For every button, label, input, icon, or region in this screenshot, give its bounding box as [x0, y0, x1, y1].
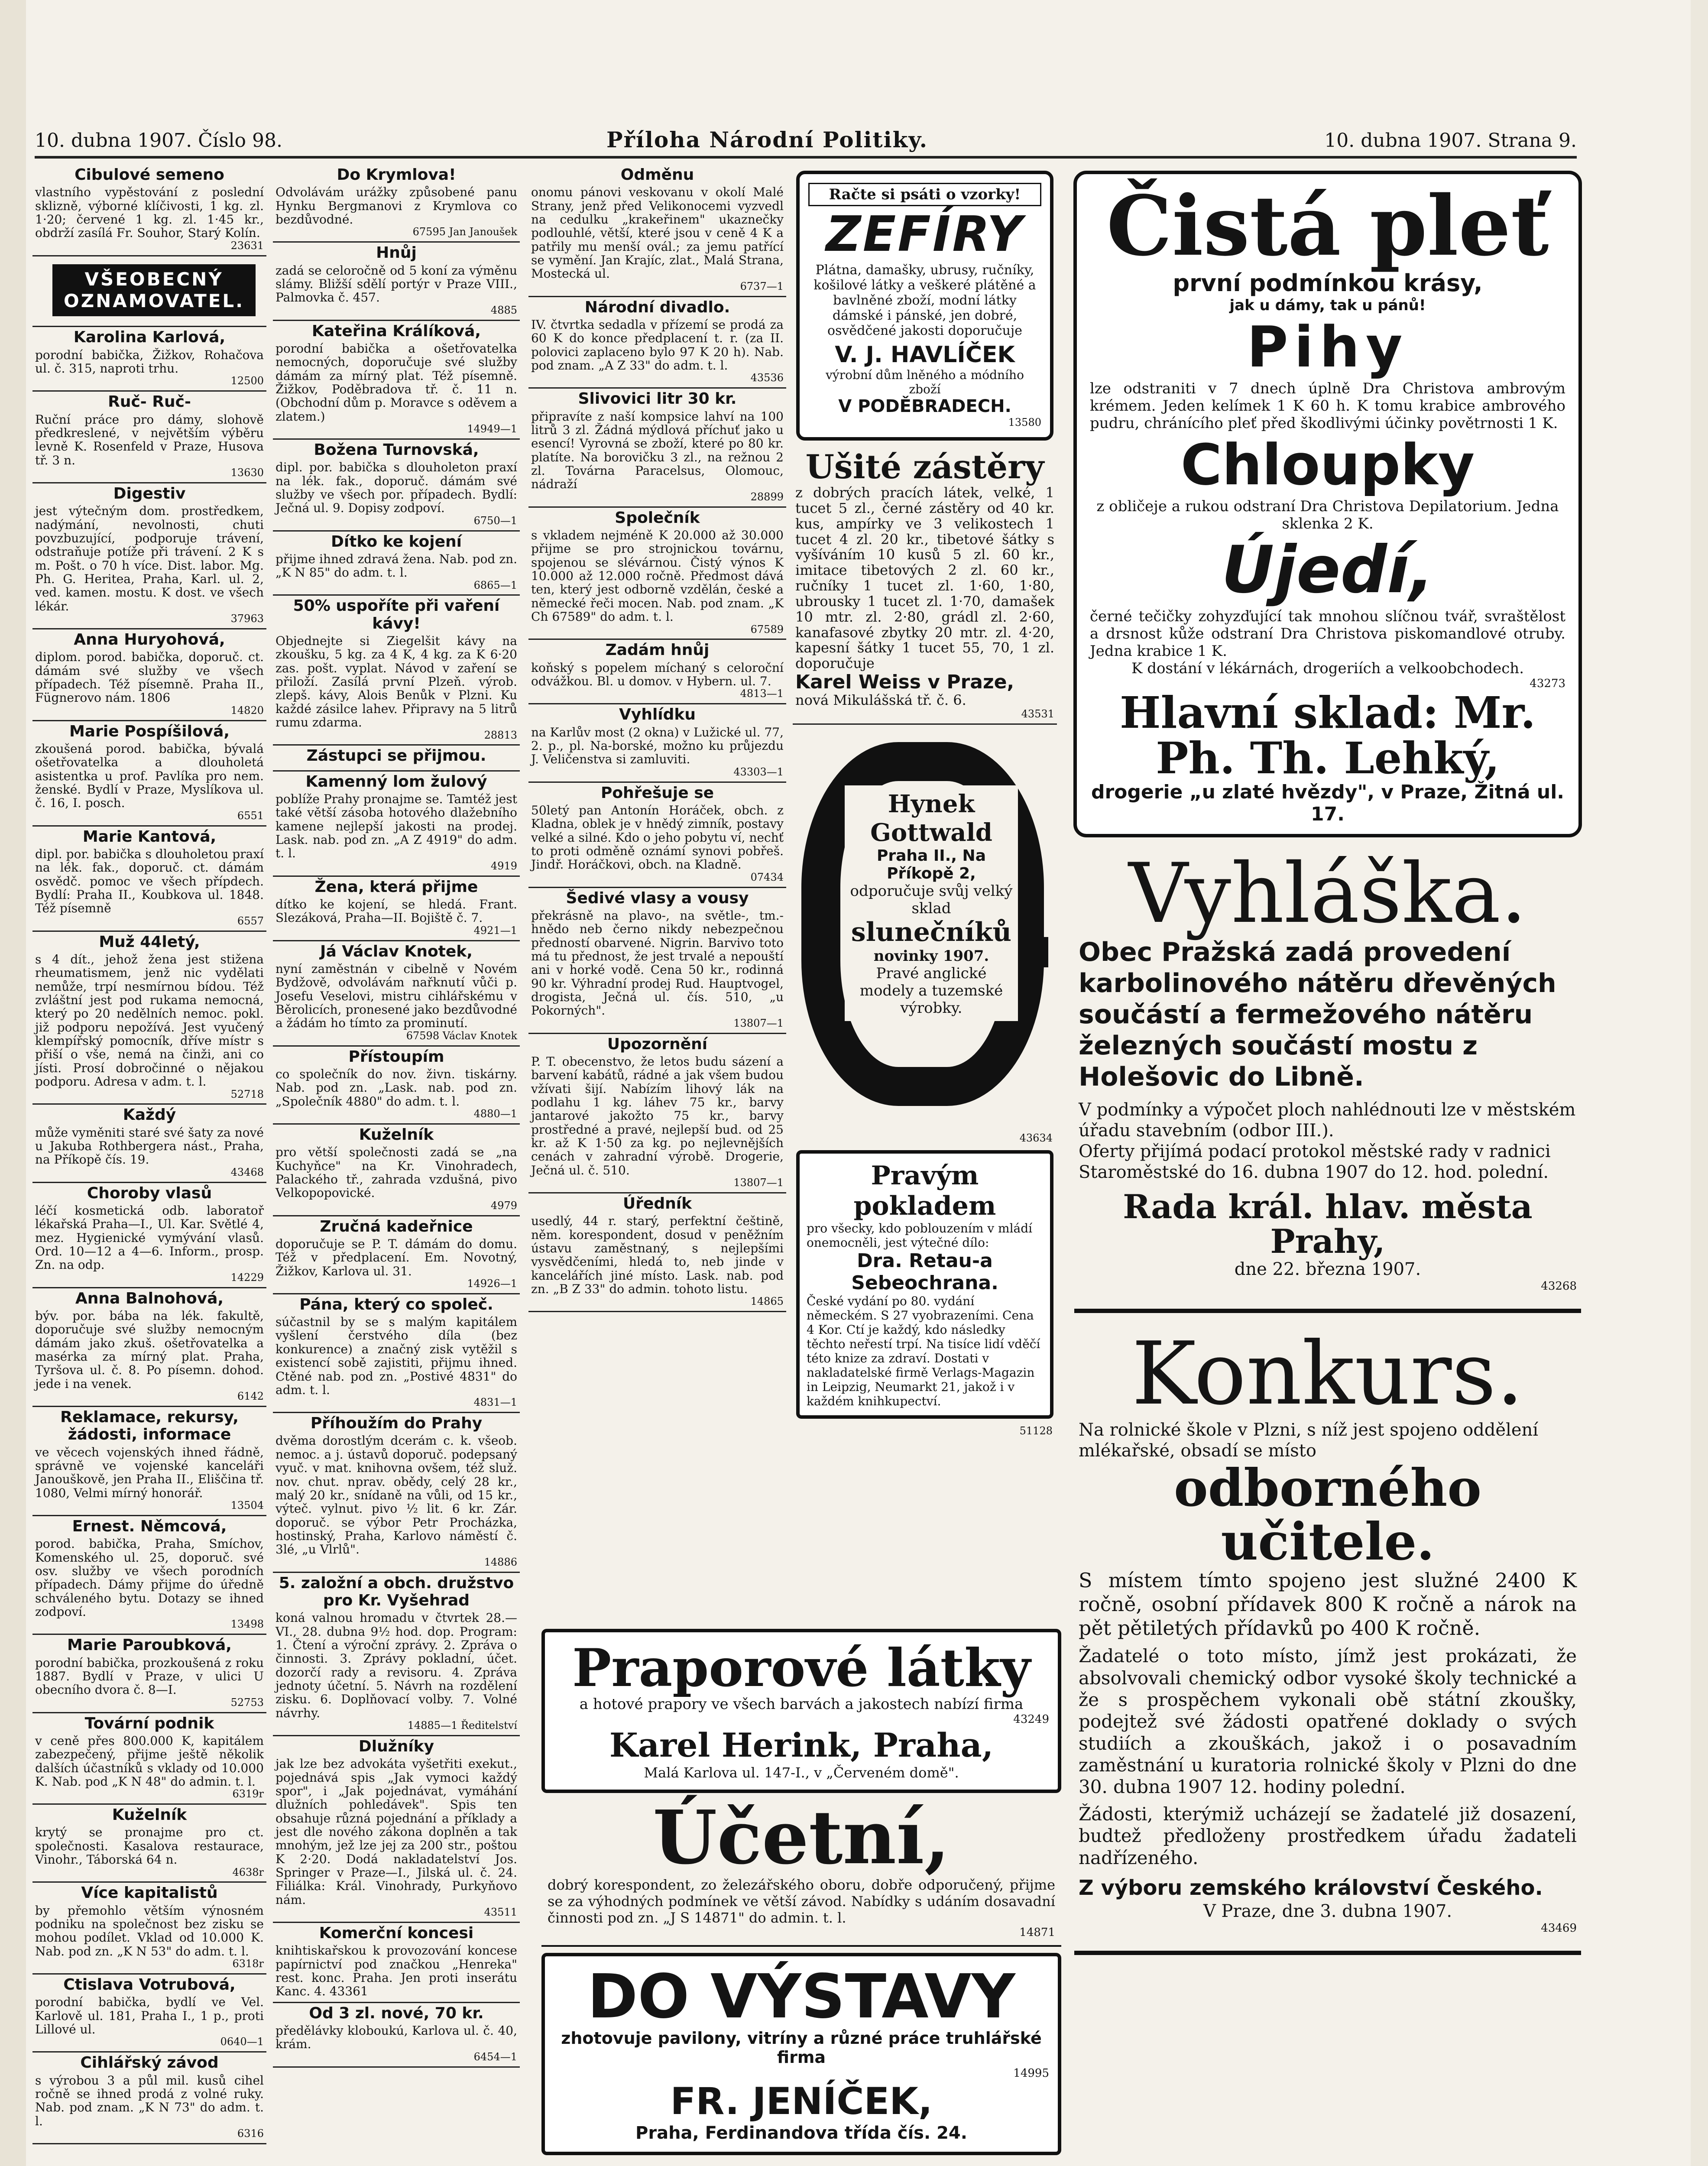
classified-ad — [273, 1923, 520, 2003]
vystavy-name: FR. JENÍČEK, — [670, 2079, 933, 2123]
ad-code: 13498 — [230, 1618, 264, 1631]
ad-title: Příhoužím do Prahy — [310, 1414, 483, 1433]
ad-code: 6737—1 — [740, 280, 784, 292]
vystavy-addr: Praha, Ferdinandova třída čís. 24. — [635, 2123, 967, 2143]
classified-ad — [32, 165, 266, 256]
classified-ad — [32, 1713, 266, 1805]
ad-body: v ceně přes 800.000 K, kapitálem zabezpečený, přijme ještě několik dalších účastníků s vklady od 10.000 K. Nab. pod „K N 48" do admin. t. l. — [35, 1733, 264, 1789]
classified-ad — [528, 508, 786, 640]
ad-title: Zástupci se přijmou. — [306, 747, 486, 765]
ujedi-title: Újedí, — [1221, 532, 1434, 608]
ad-body: krytý se pronajme pro ct. společnosti. Kasalova restaurace, Vinohr., Táborská 64 n. — [35, 1825, 264, 1867]
ad-body: P. T. obecenstvo, že letos budu sázení a barvení kabátů, rádné a jak všem budou vžívati šijí. Nabízím lihový lák na podlahu 1 kg. láhev 75 kr., barvy jantarové jakožto 75 kr., barvy prostředné a pravé, nejlepší bud. od 25 kr. až K 1·50 za kg. po nejlevnějších cenách v zahradní výrobě. Drogerie, Ječná ul. č. 510. — [531, 1054, 784, 1177]
ad-body: předělávky kloboukú, Karlova ul. č. 40, krám. — [275, 2023, 517, 2052]
ujedi-body: černé tečičky zohyzďující tak mnohou slíčnou tvář, svraštělost a drsnost kůže odstraní Dra Christova piskomandlové otruby. Jedna krabice 1 K. — [1090, 607, 1565, 660]
gottwald-code: 43634 — [1019, 1132, 1053, 1145]
ad-body: koňský s popelem míchaný s celoroční odvážkou. Bl. u domov. v Hybern. ul. 7. — [531, 660, 784, 689]
ad-code: 14229 — [230, 1271, 264, 1284]
ad-code: 43468 — [230, 1166, 264, 1178]
zefiry-city: V PODĚBRADECH. — [838, 396, 1011, 416]
classified-ad — [32, 629, 266, 721]
divider — [1074, 1309, 1581, 1313]
ad-code: 4919 — [490, 859, 517, 872]
ad-code: 4880—1 — [473, 1108, 517, 1120]
ad-title: Muž 44letý, — [99, 933, 200, 951]
ad-body: přijme ihned zdravá žena. Nab. pod zn. „K N 85" do adm. t. l. — [275, 551, 517, 580]
konkurs-date: V Praze, dne 3. dubna 1907. — [1203, 1901, 1452, 1921]
gottwald-ad — [793, 733, 1057, 1123]
ad-code: 4979 — [490, 1199, 517, 1212]
konkurs-body2: S místem tímto spojeno jest služné 2400 K ročně, osobní přídavek 800 K ročně a nárok na pět pětiletých přídavků po 400 K ročně. — [1079, 1568, 1577, 1640]
ad-code: 07434 — [750, 871, 784, 883]
ad-code: 6142 — [237, 1390, 264, 1403]
ad-body: knihtiskařskou k provozování koncese papírnictví pod značkou „Henreka" rest. konc. Praha. Jen proti inserátu Kanc. 4. 43361 — [275, 1943, 517, 1999]
ad-code: 13807—1 — [733, 1177, 784, 1189]
ad-code: 14926—1 — [467, 1277, 517, 1290]
ad-title: Od 3 zl. nové, 70 kr. — [309, 2004, 484, 2022]
vyhlaska-body3: Oferty přijímá podací protokol městské rady v radnici Staroměstské do 16. dubna 1907 do 12. hod. polední. — [1079, 1141, 1551, 1182]
ad-body: porodní babička, Žižkov, Rohačova ul. č. 315, naproti trhu. — [35, 347, 264, 376]
ad-code: 52718 — [230, 1088, 264, 1100]
ad-body: koná valnou hromadu v čtvrtek 28.—VI., 28. dubna 9½ hod. dop. Program: 1. Čtení a výroční zprávy. 2. Zpráva o činnosti. 3. Zprávy pokladní, účet. dozorčí rady a revisoru. 4. Zpráva jednoty účetní. 5. Návrh na rozdělení zisku. 6. Doplňovací volby. 7. Volné návrhy. — [275, 1611, 517, 1720]
ad-code: 52753 — [230, 1696, 264, 1709]
vyhlaska-title: Vyhláška. — [1128, 845, 1527, 941]
classified-ad — [273, 243, 520, 321]
ad-code: 67589 — [750, 623, 784, 636]
ad-body: 50letý pan Antonín Horáček, obch. z Kladna, oblek je v hnědý zimník, postavy velké a silné. Kdo o jeho pobytu ví, nechť to proti odměně oznámí synovi pobřeš. Jindř. Horáčkovi, obch. na Kladně. — [531, 803, 784, 872]
ad-title: Odměnu — [620, 166, 694, 184]
ad-code: 4885 — [490, 304, 517, 316]
ad-title: Upozornění — [607, 1035, 708, 1053]
konkurs-sign: Z výboru zemského království Českého. — [1079, 1876, 1543, 1900]
ad-title: Žena, která přijme — [314, 878, 478, 896]
vystavy-code: 14995 — [1013, 2066, 1049, 2080]
zastery-ad — [793, 447, 1057, 725]
ad-code: 23631 — [230, 239, 264, 252]
classified-ad — [528, 1193, 786, 1312]
ad-body: s výrobou 3 a půl mil. kusů cihel ročně se ihned prodá z volné ruky. Nab. pod znam. „K N 73" do adm. t. l. — [35, 2073, 264, 2128]
rada-code: 43268 — [1541, 1279, 1577, 1293]
vystavy-body: zhotovuje pavilony, vitríny a různé práce truhlářské firma — [561, 2028, 1042, 2067]
classified-ad — [528, 1034, 786, 1193]
ad-body: s 4 dít., jehož žena jest stižena rheumatismem, jenž nic vydělati nemůže, trpí nesmírnou bídou. Též zvláštní jest pod rukama nemocná, který po 20 nedělních nemoc. pokl. již podporu nepožívá. Jest vyučený klempířský pomocník, dříve místr s přiší o vše, nemá na činži, ani co jísti. Prosí dobročinné o nějakou podporu. Adresa v adm. t. l. — [35, 952, 264, 1089]
ad-title: Národní divadlo. — [584, 298, 730, 316]
ad-code: 6557 — [237, 914, 264, 927]
ad-title: Ernest. Němcová, — [72, 1517, 227, 1535]
konkurs-ad — [1070, 1322, 1585, 1942]
ad-code: 12500 — [230, 375, 264, 387]
ad-title: Šedivé vlasy a vousy — [566, 889, 749, 907]
rada: Rada král. hlav. města Prahy, — [1123, 1187, 1533, 1261]
ad-title: Anna Balnohová, — [75, 1289, 224, 1307]
classified-ad — [273, 1047, 520, 1125]
pihy-title: Pihy — [1247, 314, 1409, 380]
ad-code: 14886 — [484, 1556, 517, 1568]
ad-code: 6319r — [232, 1788, 264, 1800]
ad-code: 6865—1 — [473, 579, 517, 591]
classified-ad — [32, 1288, 266, 1407]
classified-ad — [32, 2053, 266, 2144]
ad-title: Dítko ke kojení — [331, 532, 462, 551]
ad-code: 43536 — [750, 372, 784, 384]
ad-code: 4638r — [232, 1866, 264, 1878]
cista-plet-ad — [1073, 171, 1582, 837]
ad-title: Komerční koncesi — [319, 1924, 474, 1942]
ad-title: Pána, který co společ. — [299, 1295, 493, 1313]
classified-ad — [528, 640, 786, 704]
classified-ad — [32, 932, 266, 1105]
ad-body: léčí kosmetická odb. laboratoř lékařská Praha—I., Ul. Kar. Světlé 4, mez. Hygienické vymývání vlasů. Ord. 10—12 a 4—6. Inform., prosp. Zn. na odp. — [35, 1203, 264, 1272]
ad-code: 6318r — [232, 1958, 264, 1970]
ucetni-ad — [541, 1793, 1061, 1947]
ad-code: 37963 — [230, 613, 264, 625]
vystavy-title: DO VÝSTAVY — [587, 1961, 1015, 2032]
ad-title: Společník — [615, 509, 700, 527]
ad-title: Více kapitalistů — [81, 1884, 218, 1902]
classified-ad — [528, 888, 786, 1034]
ad-code: 14885—1 Ředitelství — [407, 1719, 517, 1732]
ad-title: Cihlářský závod — [80, 2054, 219, 2072]
ad-code: 6316 — [237, 2127, 264, 2140]
bottom-divider — [1074, 1951, 1581, 1955]
classified-ad — [32, 327, 266, 392]
ad-body: IV. čtvrtka sedadla v přízemí se prodá za 60 K do konce předplacení t. r. (za II. polovici zaplaceno bylo 97 K 20 h). Nab. pod znam. „A Z 33" do adm. t. l. — [531, 318, 784, 373]
zefiry-ad — [796, 171, 1053, 441]
ad-code: 43303—1 — [733, 765, 784, 778]
classified-ad — [32, 1407, 266, 1516]
gottwald-body: odporučuje svůj velký sklad — [850, 882, 1013, 918]
gottwald-item: slunečníků — [851, 917, 1012, 948]
classified-ad — [528, 165, 786, 297]
page-scan-edge-right — [1691, 0, 1708, 2166]
page-scan-edge-left — [0, 0, 26, 2166]
ad-code: 14820 — [230, 704, 264, 717]
ad-body: dvěma dorostlým dcerám c. k. všeob. nemoc. a j. ústavů doporuč. podepsaný vyuč. v mat. knihovna ovšem, též služ. nov. chut. nprav. obědy, celý 28 kr., malý 20 kr., snídaně na vůli, od 15 kr., výteč. vylnut. pivo ½ lit. 6 kr. Zár. doporuč. se výbor Petr Procházka, hostinský, Praha, Karlovo náměstí č. 3lé, „u Vlrlů". — [275, 1433, 517, 1557]
ad-code: 14865 — [750, 1295, 784, 1308]
ad-body: by přemohlo větším výnosném podniku na společnost bez zisku se mohou podílet. Vklad od 10.000 K. Nab. pod zn. „K N 53" do adm. t. l. — [35, 1903, 264, 1958]
plet-title: Čistá pleť — [1106, 178, 1549, 274]
ad-code: 13630 — [230, 467, 264, 479]
classified-ad — [273, 877, 520, 941]
ad-body: usedlý, 44 r. starý, perfektní češtině, něm. korespondent, dosud v peněžním ústavu zaměstnaný, s nejlepšími vysvědčeními, hledá to, neb jinde v kancelářích jiné místo. Lask. nab. pod zn. „B Z 33" do admin. tohoto listu. — [531, 1214, 784, 1297]
ad-title: Digestiv — [113, 484, 186, 503]
vyhlaska-body: Obec Pražská zadá provedení karbolinového nátěru dřevěných součástí a fermežového nátěru železných součástí mostu z Holešovic do Libně. — [1079, 937, 1556, 1092]
chloupky-body: z obličeje a rukou odstraní Dra Christova Depilatorium. Jedna sklenka 2 K. — [1096, 497, 1559, 532]
zastery-name: Karel Weiss v Praze, — [795, 671, 1014, 694]
ad-body: porodní babička, prozkoušená z roku 1887. Bydlí v Praze, v ulici U obecního dvora č. 8—I. — [35, 1655, 264, 1697]
ad-title: Choroby vlasů — [87, 1184, 212, 1202]
ad-title: Karolina Karlová, — [73, 328, 226, 347]
classified-ad — [273, 440, 520, 532]
ad-code: 4921—1 — [473, 924, 517, 937]
classified-ad — [528, 297, 786, 389]
praporove-code: 43249 — [1013, 1713, 1049, 1726]
classified-ad — [32, 827, 266, 932]
dostani-code: 43273 — [1530, 677, 1565, 690]
ad-body: onomu pánovi veskovanu v okolí Malé Strany, jenž před Velikonocemi vyzvedl na cedulku „krakeřinem" ukaznečky podlouhlé, větší, které jsou v ceně 4 K a patřily mu menší ovál.; za jemu patřící se vymění. Jan Krajíc, zlat., Malá Strana, Mostecká ul. — [531, 185, 784, 281]
ad-body: nyní zaměstnán v cibelně v Novém Bydžově, odvolávám nařknutí vůči p. Josefu Veselovi, mistru cihlářskému v Běrolicích, pronesené jako bezdůvodné a žádám ho tímto za prominutí. — [275, 961, 517, 1031]
praporove-latky-ad — [541, 1629, 1061, 1793]
classified-ad — [273, 772, 520, 877]
ad-title: Anna Huryohová, — [74, 631, 225, 649]
ad-title: Zručná kadeřnice — [320, 1217, 473, 1235]
ad-body: dítko ke kojení, se hledá. Frant. Slezáková, Praha—II. Bojiště č. 7. — [275, 897, 517, 925]
ad-code: 0640—1 — [220, 2036, 264, 2048]
gottwald-news: novinky 1907. — [873, 947, 989, 965]
ad-body: doporučuje se P. T. dámám do domu. Též v předplacení. Em. Novotný, Žižkov, Karlova ul. 31. — [275, 1236, 517, 1278]
ad-body: dipl. por. babička s dlouholetou praxí na lék. fak., doporuč. ct. dámám osvědč. pomoc ve všech přípdech. Bydlí: Praha II., Koubkova ul. 1848. Též písemně — [35, 846, 264, 916]
poklad-body2: České vydání po 80. vydání německém. S 27 vyobrazeními. Cena 4 Kor. Ctí je každý, kdo následky těchto neřestí trpí. Na tisíce lidí vděčí této knize za zdraví. Dostati v nakladatelské firmě Verlags-Magazin in Leipzig, Neumarkt 21, jakož i v každém knihkupectví. — [807, 1294, 1040, 1409]
ad-code: 6551 — [237, 809, 264, 822]
ad-body: pro větší společnosti zadá se „na Kuchyňce" na Kr. Vinohradech, Palackého tř., zahrada vzdušná, pivo Velkopopovické. — [275, 1145, 517, 1200]
ad-body: vlastního vypěstování z poslední sklizně, výborné klíčivosti, 1 kg. zl. 1·20; červené 1 kg. zl. 1·45 kr., obdrží zasílá Fr. Souhor, Starý Kolín. — [35, 185, 264, 240]
classified-ad — [273, 746, 520, 771]
classified-ad — [32, 1635, 266, 1713]
do-vystavy-ad — [541, 1953, 1061, 2155]
ad-body: býv. por. bába na lék. fakultě, doporučuje své služby nemocným dámám jako zkuš. ošetřovatelka a masérka za mírný plat. Praha, Tyršova ul. č. 8. Po písemn. dohod. jede i na venek. — [35, 1308, 264, 1391]
ad-body: zadá se celoročně od 5 koní za výměnu slámy. Bližší sdělí portýr v Praze VIII., Palmovka č. 457. — [275, 263, 517, 305]
ad-code: 67598 Václav Knotek — [406, 1029, 517, 1042]
ad-title: Cibulové semeno — [75, 166, 224, 184]
konkurs-position: odborného učitele. — [1174, 1457, 1481, 1572]
praporove-name: Karel Herink, Praha, — [609, 1726, 994, 1764]
zastery-addr: nová Mikulášská tř. č. 6. — [795, 692, 966, 709]
column-5 — [1070, 165, 1585, 1964]
ad-title: Marie Kantová, — [82, 827, 217, 846]
ad-title: Slivovici litr 30 kr. — [578, 390, 737, 408]
praporove-body: a hotové prapory ve všech barvách a jakostech nabízí firma — [579, 1696, 1024, 1713]
ad-title: Kamenný lom žulový — [305, 772, 487, 791]
ad-body: Ruční práce pro dámy, slohově předkreslené, v největším výběru levně K. Rosenfeld v Praze, Husova tř. 3 n. — [35, 412, 264, 467]
sklad-addr: drogerie „u zlaté hvězdy", v Praze, Žitná ul. 17. — [1091, 781, 1565, 825]
page-header — [35, 126, 1577, 159]
praporove-title: Praporové látky — [572, 1637, 1031, 1699]
ad-title: Kateřina Králíková, — [311, 322, 481, 340]
ad-title: Zadám hnůj — [605, 641, 710, 659]
ad-body: Odvolávám urážky způsobené panu Hynku Bergmanovi z Krymlova co bezdůvodné. — [275, 185, 517, 227]
classified-ad — [32, 721, 266, 827]
ad-code: 43511 — [484, 1906, 517, 1919]
ad-title: Kuželník — [112, 1806, 187, 1824]
ad-code: 13807—1 — [733, 1017, 784, 1029]
gottwald-addr: Praha II., Na Příkopě 2, — [877, 847, 986, 883]
plet-sub2: jak u dámy, tak u pánů! — [1229, 296, 1426, 314]
ad-body: na Karlův most (2 okna) v Lužické ul. 77, 2. p., pl. Na-borské, možno ku průjezdu J. Veličenstva si zamluviti. — [531, 725, 784, 767]
poklad-ad — [796, 1150, 1053, 1419]
column-4 — [793, 165, 1057, 1437]
ad-title: Ruč- Ruč- — [108, 393, 191, 411]
classified-ad — [32, 1183, 266, 1288]
ad-body: Objednejte si Ziegelšit kávy na zkoušku, 5 kg. za 4 K, 4 kg. za K 6·20 zas. pošt. vyplat. Návod v zaření se přiloží. Zasílá první Plzeň. výrob. zlepš. kávy, Alois Benůk v Plzni. Ku každé zásilce lahev. Připravy na 5 litrů rumu zdarma. — [275, 634, 517, 730]
ad-body: zkoušená porod. babička, bývalá ošetřovatelka a dlouholetá asistentka u prof. Pavlíka pro nem. ženské. Bydlí v Praze, Myslíkova ul. č. 16, I. posch. — [35, 741, 264, 811]
header-supplement-title: Příloha Národní Politiky. — [606, 127, 928, 152]
ad-title: Reklamace, rekursy, žádosti, informace — [60, 1408, 239, 1444]
ad-title: Kuželník — [359, 1125, 434, 1144]
vyhlaska-body2: V podmínky a výpočet ploch nahlédnouti lze v městském úřadu stavebním (odbor III.). — [1079, 1100, 1576, 1141]
chloupky-title: Chloupky — [1180, 431, 1475, 498]
classified-ad — [32, 1805, 266, 1883]
dostani: K dostání v lékárnách, drogeriích a velkoobchodech. — [1131, 659, 1524, 677]
ad-body: porod. babička, Praha, Smíchov, Komenského ul. 25, doporuč. své osv. služby ve všech porodních případech. Dámy přijme do úředně schváleného bytu. Dotazy se ihned zodpoví. — [35, 1537, 264, 1619]
ad-title: 5. založní a obch. družstvo pro Kr. Vyšehrad — [279, 1574, 514, 1609]
zastery-title: Ušité zástěry — [805, 447, 1044, 486]
classified-ad — [273, 165, 520, 243]
konkurs-title: Konkurs. — [1131, 1323, 1524, 1424]
ad-body: překrásně na plavo-, na světle-, tm.-hnědo neb černo nikdy nebezpečnou předností obarvené. Nigrin. Barvivo toto má tu přednost, že jest trvalé a nepouští ani v horké vodě. Cena 50 kr., rodinná 90 kr. Výhradní prodej Rud. Hauptvogel, drogista, Ječná ul. čís. 510, „u Pokorných". — [531, 908, 784, 1018]
classified-ad — [528, 783, 786, 888]
ad-code: 28899 — [750, 490, 784, 503]
ad-code: 6454—1 — [473, 2050, 517, 2063]
ad-title: Vyhlídku — [619, 706, 696, 724]
ad-title: Ctislava Votrubová, — [63, 1976, 236, 1994]
ad-code: 6750—1 — [473, 514, 517, 527]
zefiry-top: Račte si psáti o vzorky! — [808, 183, 1041, 206]
ad-title: Každý — [123, 1106, 176, 1124]
ad-body: jak lze bez advokáta vyšetřiti exekut., pojednává spis „Jak vymoci každý spor", i „Jak pojednávat, vymáhání dlužních pohledávek". Spis ten obsahuje různá pojednání a příklady a jest dle nového zákona doplněn a tak mnohým, jež lze jej za 200 str., poštou K 2·20. Dodá nakladatelství Jos. Springer v Praze—I., Jilská ul. č. 24. Filiálka: Král. Vinohrady, Purkyňovo nám. — [275, 1757, 517, 1907]
header-date-issue: 10. dubna 1907. Číslo 98. — [35, 130, 282, 152]
ad-body: dipl. por. babička s dlouholeton praxí na lék. fak., doporuč. dámám své služby ve všech por. případech. Bydlí: Ječná ul. 9. Dopisy zodpoví. — [275, 460, 517, 516]
ad-body: připravíte z naší kompsice lahví na 100 litrů 3 zl. Žádná mýdlová příchuť jako u esencí! Vyrovná se zboží, které po 80 kr. platíte. Na borovičku 3 zl., na režnou 2 zl. Továrna Paracelsus, Olomouc, nádraží — [531, 409, 784, 492]
konkurs-body: Na rolnické škole v Plzni, s níž jest spojeno oddělení mlékařské, obsadí se místo — [1079, 1420, 1539, 1461]
ad-title: Já Václav Knotek, — [320, 942, 473, 960]
poklad-author: Dra. Retau-a Sebeochrana. — [851, 1250, 998, 1294]
ad-title: Marie Paroubková, — [67, 1636, 232, 1654]
ad-title: Přístoupím — [348, 1047, 444, 1066]
ad-body: jest výtečným dom. prostředkem, nadýmání, nevolnosti, chuti povzbuzující, podporuje trávení, odstraňuje potíže při trávení. 2 K s m. Pošt. o 70 h více. Dist. labor. Mg. Ph. G. Heritea, Praha, Karl. ul. 2, ved. kamen. mostu. K dost. ve všech lékár. — [35, 504, 264, 613]
classified-ad — [273, 1573, 520, 1736]
zefiry-body: Plátna, damašky, ubrusy, ručníky, košilové látky a veškeré plátěné a bavlněné zboží, modní látky dámské i pánské, jen dobré, osvědčené jakosti doporučuje — [813, 263, 1036, 338]
ad-body: co společník do nov. živn. tiskárny. Nab. pod zn. „Lask. nab. pod zn. „Společník 4880" do adm. t. l. — [275, 1067, 517, 1109]
rada-date: dne 22. března 1907. — [1234, 1259, 1421, 1279]
classified-ad — [273, 1216, 520, 1294]
konkurs-body3: Žadatelé o toto místo, jímž jest prokázati, že absolvovali chemický odbor vysoké školy technické a že s prospěchem vykonali obě státní zkoušky, podejtež své žádosti opatřené doklady o svých studiích a zkouškách, jakož i o posavadním zaměstnání u kuratoria rolnické školy v Plzni do dne 30. dubna 1907 12. hodiny polední. — [1079, 1645, 1577, 1798]
ad-body: s vkladem nejméně K 20.000 až 30.000 přijme se pro strojnickou továrnu, spojenou se slévárnou. Čistý výnos K 10.000 až 12.000 ročně. Předmost dává ten, který jest odborně vzdělán, české a německé řeči mocen. Nab. pod znam. „K Ch 67589" do adm. t. l. — [531, 528, 784, 624]
column-1 — [32, 165, 266, 2144]
ad-title: Hnůj — [376, 244, 417, 262]
wide-ads — [541, 1629, 1061, 2155]
classified-ad — [273, 596, 520, 746]
classified-ad — [32, 1105, 266, 1183]
ad-body: diplom. porod. babička, doporuč. ct. dámám své služby ve všech případech. Též písemně. Praha II., Fügnerovo nám. 1806 — [35, 650, 264, 705]
zastery-code: 43531 — [1021, 708, 1054, 720]
ad-title: Pohřešuje se — [600, 784, 714, 802]
zefiry-name: V. J. HAVLÍČEK — [835, 342, 1015, 368]
ad-body: může vyměniti staré své šaty za nové u Jakuba Rothbergera nást., Praha, na Příkopě čís. 19. — [35, 1125, 264, 1167]
classified-ad — [32, 392, 266, 483]
classified-ad — [32, 1883, 266, 1975]
ad-title: Úředník — [622, 1195, 692, 1213]
classified-ad — [32, 1975, 266, 2053]
classified-ad — [273, 1125, 520, 1216]
classified-ad — [32, 483, 266, 629]
classified-ad — [273, 321, 520, 440]
gottwald-name: Hynek Gottwald — [870, 790, 992, 847]
ad-body: poblíže Prahy pronajme se. Tamtéž jest také větší zásoba hotového dlažebního kamene nejlepší jakosti na prodej. Lask. nab. pod zn. „A Z 4919" do adm. t. l. — [275, 792, 517, 861]
classified-ad — [273, 1736, 520, 1923]
gottwald-body2: Pravé anglické modely a tuzemské výrobky. — [859, 965, 1003, 1017]
poklad-body: pro všecky, kdo poblouzením v mládí onemocněli, jest výtečné dílo: — [807, 1221, 1033, 1250]
classified-ad — [32, 1516, 266, 1635]
ad-body: porodní babička, bydlí ve Vel. Karlově ul. 181, Praha I., 1 p., proti Lillové ul. — [35, 1995, 264, 2037]
sklad-title: Hlavní sklad: Mr. Ph. Th. Lehký, — [1120, 687, 1536, 784]
classified-ad — [528, 389, 786, 507]
plet-sub1: první podmínkou krásy, — [1173, 269, 1483, 297]
pihy-body: lze odstraniti v 7 dnech úplně Dra Christova ambrovým krémem. Jeden kelímek 1 K 60 h. K tomu krabice ambrového pudru, chránícího pleť před škodlivými účinky povětrnosti 1 K. — [1090, 379, 1565, 432]
praporove-addr: Malá Karlova ul. 147-I., v „Červeném domě". — [644, 1764, 959, 1781]
ucetni-code: 14871 — [1019, 1926, 1055, 1939]
ad-title: Do Krymlova! — [337, 166, 456, 184]
ad-code: 14949—1 — [467, 423, 517, 435]
konkurs-body4: Žádosti, kterýmiž ucházejí se žadatelé již dosazení, budtež předloženy prostředkem úřadu žadateli nadřízeného. — [1079, 1803, 1577, 1868]
poklad-code: 51128 — [1019, 1425, 1053, 1437]
column-3 — [528, 165, 786, 1312]
classified-ad — [273, 941, 520, 1047]
header-date-page: 10. dubna 1907. Strana 9. — [1324, 130, 1577, 152]
ad-title: Dlužníky — [358, 1737, 434, 1755]
classified-ad — [32, 256, 266, 327]
classified-ad — [273, 1294, 520, 1413]
zastery-body: z dobrých pracích látek, velké, 1 tucet 5 zl., černé zástěry od 40 kr. kus, ampírky ve 3 velikostech 1 tucet 4 zl. 20 kr., tibetové šátky s vyšíváním 10 kusů 5 zl. 60 kr., imitace tibetových 2 zl. 60 kr., ručníky 1 tucet zl. 1·60, 1·80, ubrousky 1 tucet zl. 1·70, damašek 10 mtr. zl. 2·80, grádl zl. 2·60, kanafasové zbytky 20 mtr. zl. 4·20, kapesní šátky 1 tucet 55, 70, 1 zl. doporučuje — [795, 484, 1054, 672]
classified-ad — [528, 704, 786, 782]
ucetni-body: dobrý korespondent, zo železářského oboru, dobře odporučený, přijme se za výhodných podmínek ve větší závod. Nabídky s udáním dosavadní činnosti pod zn. „J S 14871" do admin. t. l. — [548, 1876, 1055, 1926]
ad-title: Tovární podnik — [84, 1714, 214, 1732]
classified-ad — [273, 2003, 520, 2068]
section-banner: VŠEOBECNÝ OZNAMOVATEL. — [52, 264, 256, 317]
poklad-title: Pravým pokladem — [853, 1161, 996, 1222]
ad-title: Božena Turnovská, — [314, 441, 479, 459]
zefiry-title: ZEFÍRY — [826, 206, 1024, 263]
vyhlaska-ad — [1070, 843, 1585, 1300]
ad-body: súčastnil by se s malým kapitálem vyšlení čerstvého díla (bez konkurence) a značný zisk vytěžil s existencí sobě zajistiti, přijmu ihned. Ctěné nab. pod zn. „Postivé 4831" do adm. t. l. — [275, 1315, 517, 1397]
ucetni-title: Účetní, — [653, 1794, 950, 1881]
classified-ad — [273, 1413, 520, 1573]
ad-code: 4831—1 — [473, 1396, 517, 1409]
column-2 — [273, 165, 520, 2068]
zefiry-code: 13580 — [1008, 416, 1041, 428]
ad-body: porodní babička a ošetřovatelka nemocných, doporučuje své služby dámám za mírný plat. Též písemně. Žižkov, Poděbradova tř. č. 11 n. (Obchodní dům p. Moravce s oděvem a zlatem.) — [275, 341, 517, 424]
ad-title: 50% uspoříte při vaření kávy! — [293, 597, 500, 632]
ad-body: ve věcech vojenských ihned řádně, správně ve vojenské kanceláři Janouškově, jen Praha II., Eliščina tř. 1080, Velmi mírný honorář. — [35, 1445, 264, 1500]
ad-code: 13504 — [230, 1499, 264, 1512]
zefiry-sub: výrobní dům lněného a módního zboží — [826, 368, 1024, 396]
ad-title: Marie Pospíšilová, — [69, 722, 230, 740]
gottwald-text — [845, 785, 1018, 1021]
konkurs-code: 43469 — [1541, 1921, 1577, 1935]
ad-code: 4813—1 — [740, 687, 784, 700]
classified-ad — [273, 532, 520, 596]
ad-code: 28813 — [484, 729, 517, 741]
ad-code: 67595 Jan Janoušek — [412, 226, 517, 238]
